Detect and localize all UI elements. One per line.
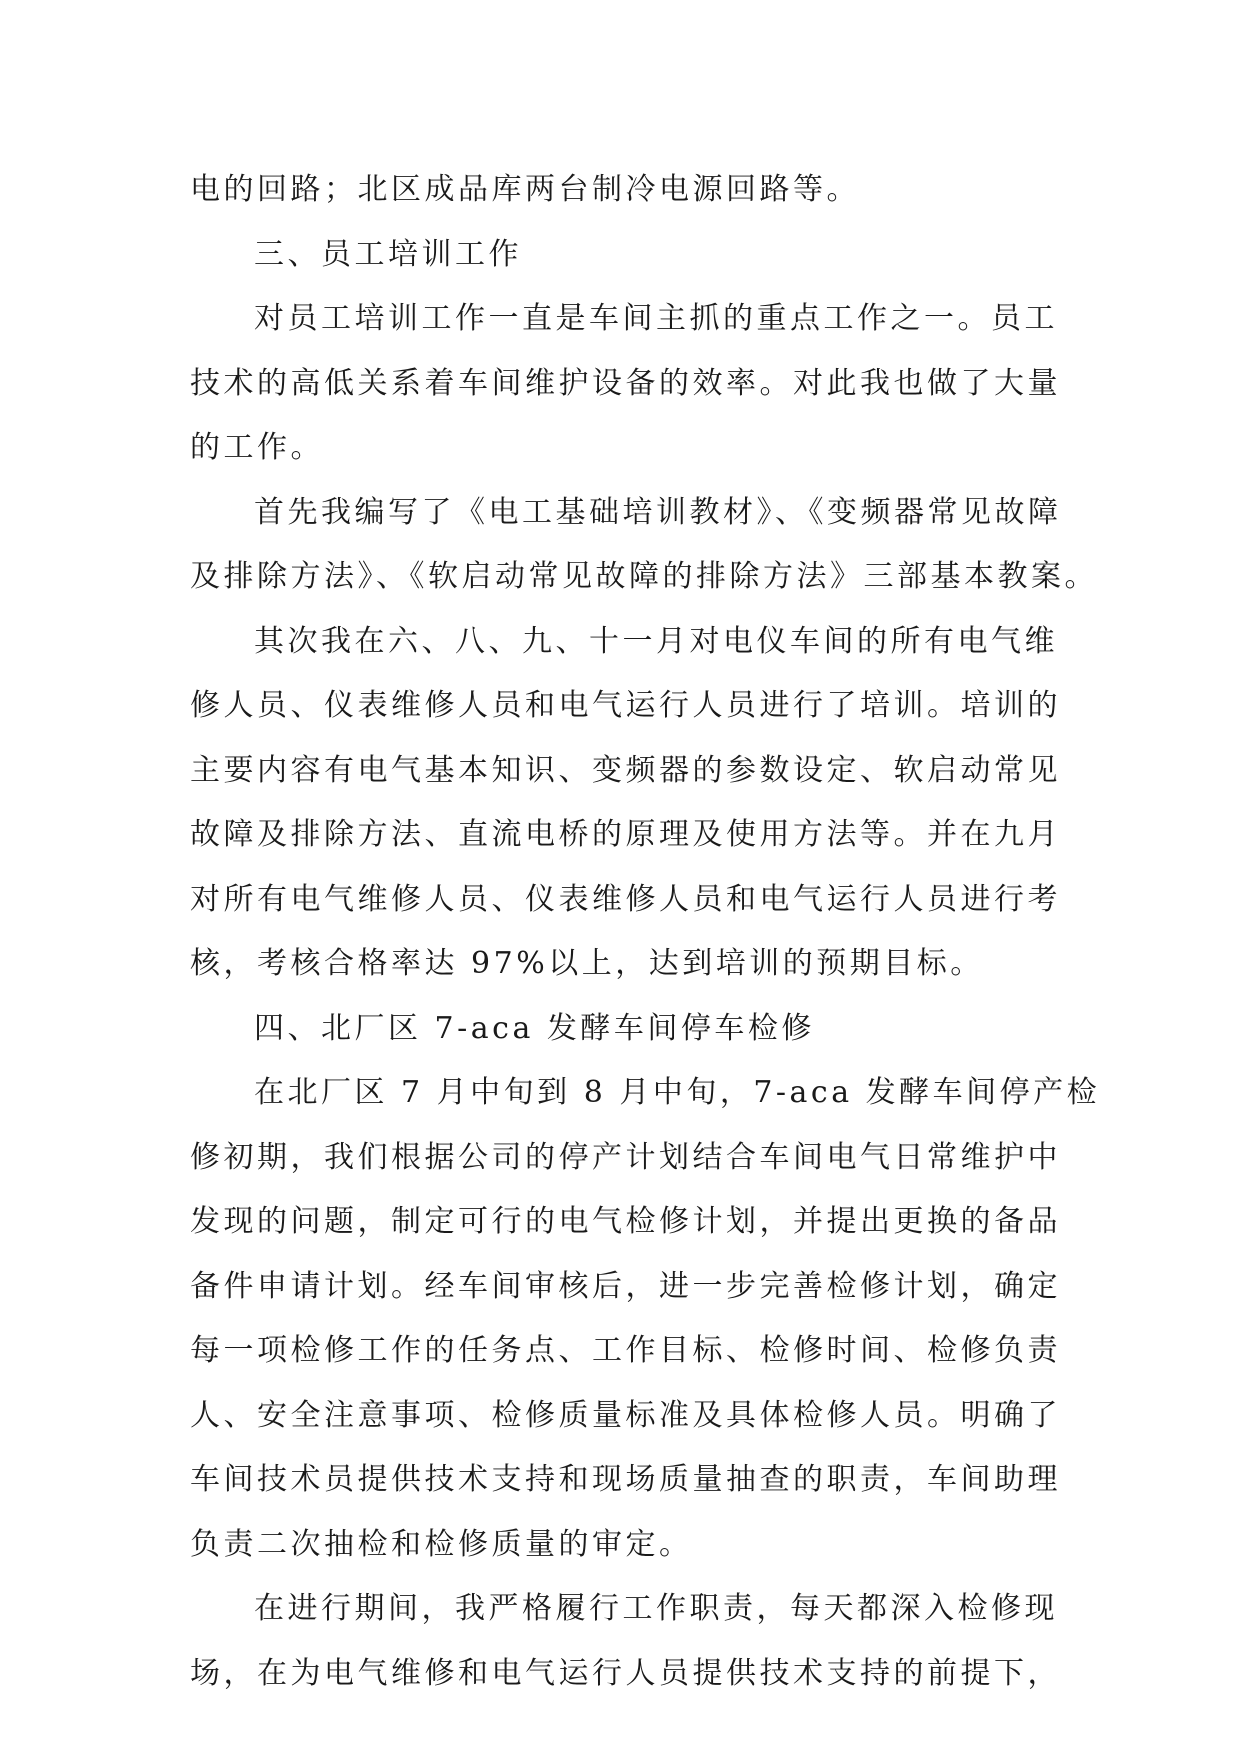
text-line: 发现的问题，制定可行的电气检修计划，并提出更换的备品 — [190, 1204, 1061, 1239]
text-line: 备件申请计划。经车间审核后，进一步完善检修计划，确定 — [190, 1268, 1061, 1304]
text-line: 场，在为电气维修和电气运行人员提供技术支持的前提下， — [190, 1655, 1061, 1691]
text-line: 三、员工培训工作 — [254, 236, 522, 272]
text-line: 对所有电气维修人员、仪表维修人员和电气运行人员进行考 — [190, 881, 1061, 917]
text-line: 首先我编写了《电工基础培训教材》、《变频器常见故障 — [254, 494, 1062, 530]
text-line: 修人员、仪表维修人员和电气运行人员进行了培训。培训的 — [190, 688, 1061, 723]
text-line: 其次我在六、八、九、十一月对电仪车间的所有电气维 — [254, 623, 1058, 659]
text-line: 对员工培训工作一直是车间主抓的重点工作之一。员工 — [254, 301, 1058, 336]
text-line: 核，考核合格率达 97%以上，达到培训的预期目标。 — [190, 946, 984, 981]
text-line: 的工作。 — [190, 430, 324, 465]
text-line: 在进行期间，我严格履行工作职责，每天都深入检修现 — [254, 1591, 1058, 1626]
text-line: 负责二次抽检和检修质量的审定。 — [190, 1526, 693, 1562]
text-line: 主要内容有电气基本知识、变频器的参数设定、软启动常见 — [190, 752, 1061, 788]
text-line: 车间技术员提供技术支持和现场质量抽查的职责，车间助理 — [190, 1462, 1061, 1497]
text-line: 电的回路；北区成品库两台制冷电源回路等。 — [190, 172, 860, 207]
text-line: 修初期，我们根据公司的停产计划结合车间电气日常维护中 — [190, 1139, 1061, 1175]
text-line: 在北厂区 7 月中旬到 8 月中旬，7-aca 发酵车间停产检 — [254, 1075, 1101, 1110]
text-line: 每一项检修工作的任务点、工作目标、检修时间、检修负责 — [190, 1333, 1061, 1368]
text-line: 人、安全注意事项、检修质量标准及具体检修人员。明确了 — [190, 1397, 1061, 1433]
text-line: 故障及排除方法、直流电桥的原理及使用方法等。并在九月 — [190, 817, 1061, 852]
document-body — [190, 158, 1101, 1706]
text-line: 及排除方法》、《软启动常见故障的排除方法》三部基本教案。 — [190, 559, 1098, 594]
text-line: 四、北厂区 7-aca 发酵车间停车检修 — [254, 1010, 815, 1046]
text-line: 技术的高低关系着车间维护设备的效率。对此我也做了大量 — [190, 365, 1061, 401]
